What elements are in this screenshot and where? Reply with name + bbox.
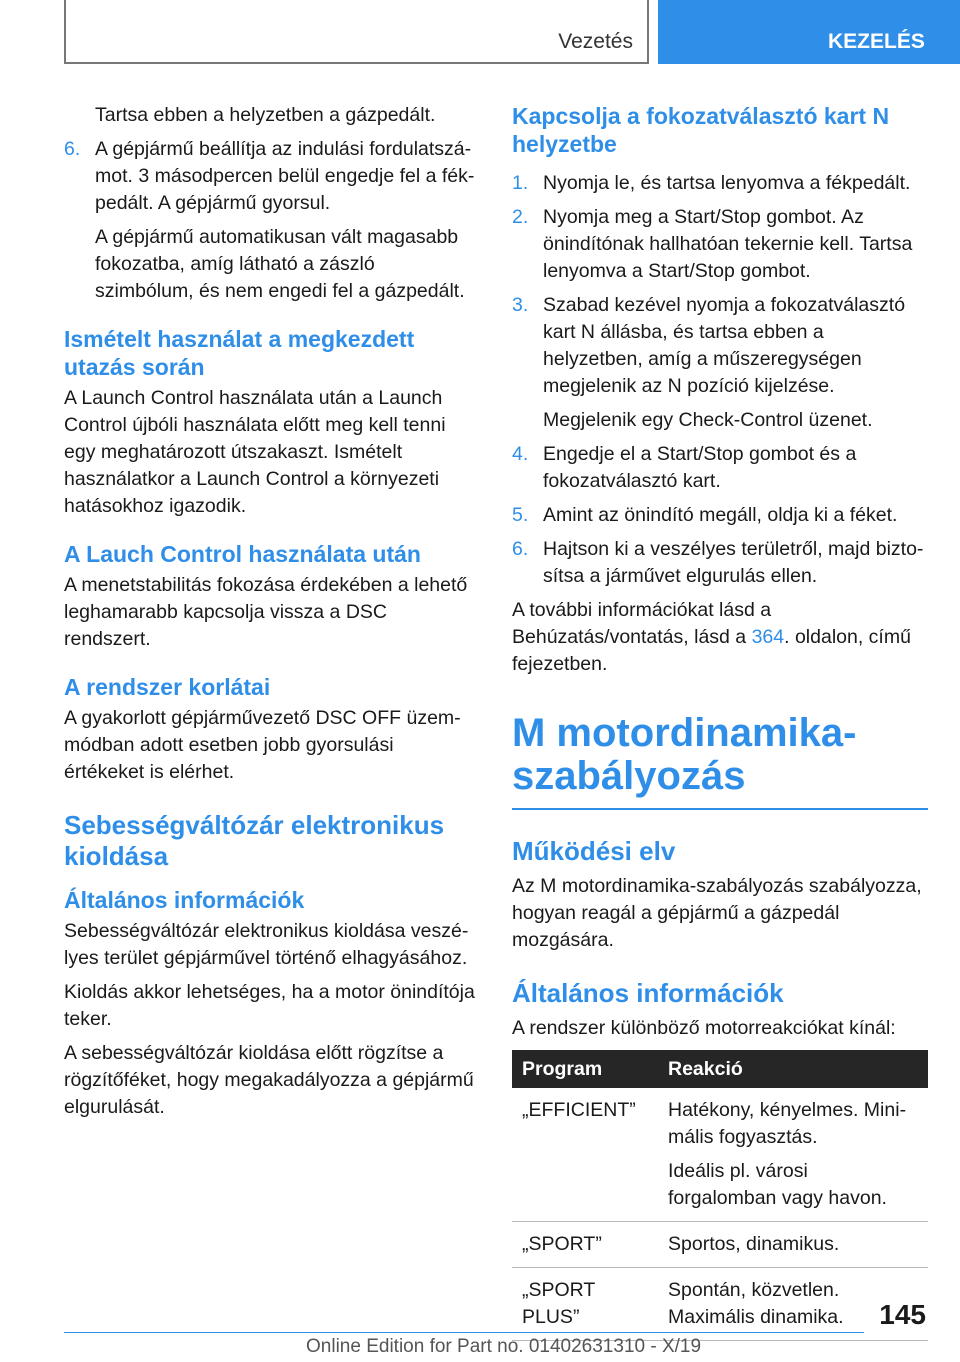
paragraph: A menetstabilitás fokozása érdekében a lehető leghamarabb kapcsolja vissza a DSC rendszert. (64, 574, 468, 650)
reaction-text: Hatékony, kényelmes. Minimális fogyasztás. (668, 1099, 907, 1148)
step-text: Amint az önindító megáll, oldja ki a féket. (543, 504, 898, 526)
step-note: A gépjármű automatikusan vált magasabb fokozatba, amíg látható a zászló szimbólum, és nem engedi fel a gázpedált. (95, 226, 465, 302)
paragraph: A sebességváltózár kioldása előtt rögzítse a rögzítőféket, hogy megakadályozza a gépjármű elgurulását. (64, 1042, 474, 1118)
paragraph: Kioldás akkor lehetséges, ha a motor önindítója teker. (64, 981, 475, 1030)
paragraph: Sebességváltózár elektronikus kioldása veszélyes terület gépjárművel történő elhagyásához. (64, 920, 469, 969)
step-number: 1. (512, 172, 529, 194)
intro-line: Tartsa ebben a helyzetben a gázpedált. (95, 104, 436, 126)
table-cell-reaction: Sportos, dinamikus. (658, 1222, 928, 1268)
step-number: 3. (512, 294, 529, 316)
step-text: A gépjármű beállítja az indulási fordulatszámot. 3 másodpercen belül engedje fel a fékpedált. A gépjármű gyorsul. (95, 138, 475, 214)
heading-limits: A rendszer korlátai (64, 674, 271, 700)
page-number: 145 (879, 1299, 926, 1330)
list-item (512, 441, 928, 495)
more-info (512, 597, 928, 678)
more-info-text: A további információkat lásd a Behúzatás/vontatás, lásd a (512, 599, 772, 648)
heading-gear-release: Sebességváltózár elektronikus kioldása (64, 810, 445, 871)
table-header-program: Program (512, 1050, 658, 1088)
heading-repeat-use: Ismételt használat a megkezdett utazás során (64, 326, 415, 380)
step-note: Megjelenik egy Check-Control üzenet. (543, 409, 873, 431)
paragraph: A gyakorlott gépjárművezető DSC OFF üzemmódban adott esetben jobb gyorsulási értékeket is elérhet. (64, 707, 461, 783)
list-item (512, 536, 928, 590)
step-number: 4. (512, 443, 529, 465)
step-text: Hajtson ki a veszélyes területről, majd biztosítsa a járművet elgurulás ellen. (543, 538, 924, 587)
step-number: 6. (64, 138, 81, 160)
table-header-reaction: Reakció (658, 1050, 928, 1088)
step-number: 5. (512, 504, 529, 526)
list-item (512, 292, 928, 400)
paragraph: A rendszer különböző motorreakciókat kínál: (512, 1017, 896, 1039)
right-column (512, 102, 928, 1341)
footer-edition: Online Edition for Part no. 01402631310 - X/19 (306, 1336, 702, 1357)
more-info-text-end: . oldalon, című fejezetben. (512, 626, 911, 675)
steps-list (512, 170, 928, 590)
program-table (512, 1050, 928, 1341)
list-item (512, 170, 928, 197)
table-cell-reaction (658, 1088, 928, 1222)
reaction-text-2: Ideális pl. városi forgalomban vagy havon. (668, 1160, 887, 1209)
table-row (512, 1222, 928, 1268)
step-number: 6. (512, 538, 529, 560)
table-row (512, 1268, 928, 1341)
table-cell-program: „SPORT PLUS” (512, 1268, 658, 1341)
step-text: Engedje el a Start/Stop gombot és a fokozatválasztó kart. (543, 443, 857, 492)
list-item (64, 136, 476, 217)
header-section-tab (64, 0, 649, 64)
header-chapter-tab (658, 0, 960, 64)
chapter-title: M motordinamika-szabályozás (512, 712, 928, 810)
heading-general-info: Általános információk (512, 978, 784, 1008)
step-text: Nyomja le, és tartsa lenyomva a fékpedált. (543, 172, 911, 194)
step-number: 2. (512, 206, 529, 228)
table-cell-reaction: Spontán, közvetlen. Maximális dinamika. (658, 1268, 928, 1341)
step-text: Szabad kezével nyomja a fokozatválasztó kart N állásba, és tartsa ebben a helyzetben, amíg a műszeregységen megjelenik az N pozíció kijelzése. (543, 294, 906, 397)
left-column (64, 102, 476, 1128)
header-chapter-label: KEZELÉS (828, 30, 925, 53)
heading-after-launch: A Lauch Control használata után (64, 541, 421, 567)
heading-general-info: Általános információk (64, 887, 305, 913)
list-item (512, 502, 928, 529)
heading-neutral: Kapcsolja a fokozatválasztó kart N helyzetbe (512, 103, 890, 157)
paragraph: A Launch Control használata után a Launch Control újbóli használata előtt meg kell tenni egy meghatározott útszakaszt. Ismételt használatkor a Launch Control a környezeti hatásokhoz igazodik. (64, 387, 446, 517)
step-text: Nyomja meg a Start/Stop gombot. Az önindítónak hallhatóan tekernie kell. Tartsa lenyomva a Start/Stop gombot. (543, 206, 913, 282)
header-section-label: Vezetés (558, 30, 633, 53)
table-cell-program: „EFFICIENT” (512, 1088, 658, 1222)
table-row (512, 1088, 928, 1222)
table-header-row (512, 1050, 928, 1088)
page-reference-link[interactable]: 364 (751, 626, 785, 648)
list-item (512, 204, 928, 285)
footer-divider (64, 1332, 864, 1333)
table-cell-program: „SPORT” (512, 1222, 658, 1268)
paragraph: Az M motordinamika-szabályozás szabályozza, hogyan reagál a gépjármű a gázpedál mozgására. (512, 875, 922, 951)
heading-principle: Működési elv (512, 836, 676, 866)
